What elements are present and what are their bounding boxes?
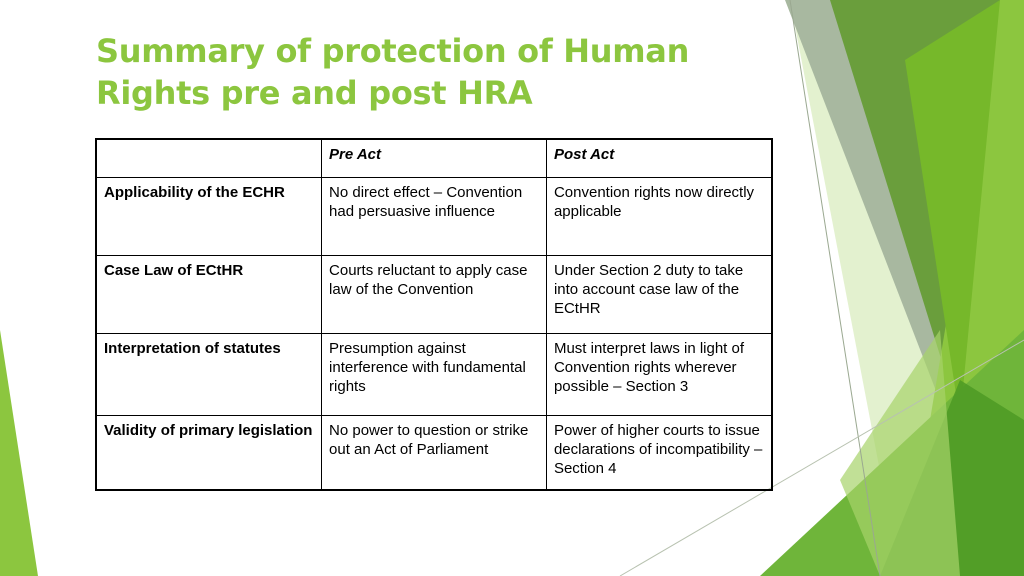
slide-title-line-1: Summary of protection of Human: [96, 32, 690, 70]
table-row: [96, 178, 772, 256]
post-act-cell: Under Section 2 duty to take into account case law of the ECtHR: [546, 256, 772, 334]
post-act-cell: Power of higher courts to issue declarations of incompatibility – Section 4: [546, 416, 772, 491]
pre-act-cell: Courts reluctant to apply case law of the Convention: [322, 256, 547, 334]
left-green-sliver: [0, 330, 38, 576]
row-label: Applicability of the ECHR: [96, 178, 322, 256]
pre-act-cell: Presumption against interference with fundamental rights: [322, 334, 547, 416]
post-act-cell: Must interpret laws in light of Convention rights wherever possible – Section 3: [546, 334, 772, 416]
table-row: [96, 256, 772, 334]
table-row: [96, 334, 772, 416]
slide-title: [96, 30, 736, 114]
pre-act-cell: No direct effect – Convention had persuasive influence: [322, 178, 547, 256]
slide-title-line-2: Rights pre and post HRA: [96, 74, 533, 112]
header-empty: [96, 139, 322, 178]
row-label: Case Law of ECtHR: [96, 256, 322, 334]
comparison-table: [95, 138, 773, 491]
table-header-row: [96, 139, 772, 178]
pre-act-cell: No power to question or strike out an Act of Parliament: [322, 416, 547, 491]
row-label: Interpretation of statutes: [96, 334, 322, 416]
header-pre-act: Pre Act: [322, 139, 547, 178]
header-post-act: Post Act: [546, 139, 772, 178]
post-act-cell: Convention rights now directly applicable: [546, 178, 772, 256]
row-label: Validity of primary legislation: [96, 416, 322, 491]
table-row: [96, 416, 772, 491]
